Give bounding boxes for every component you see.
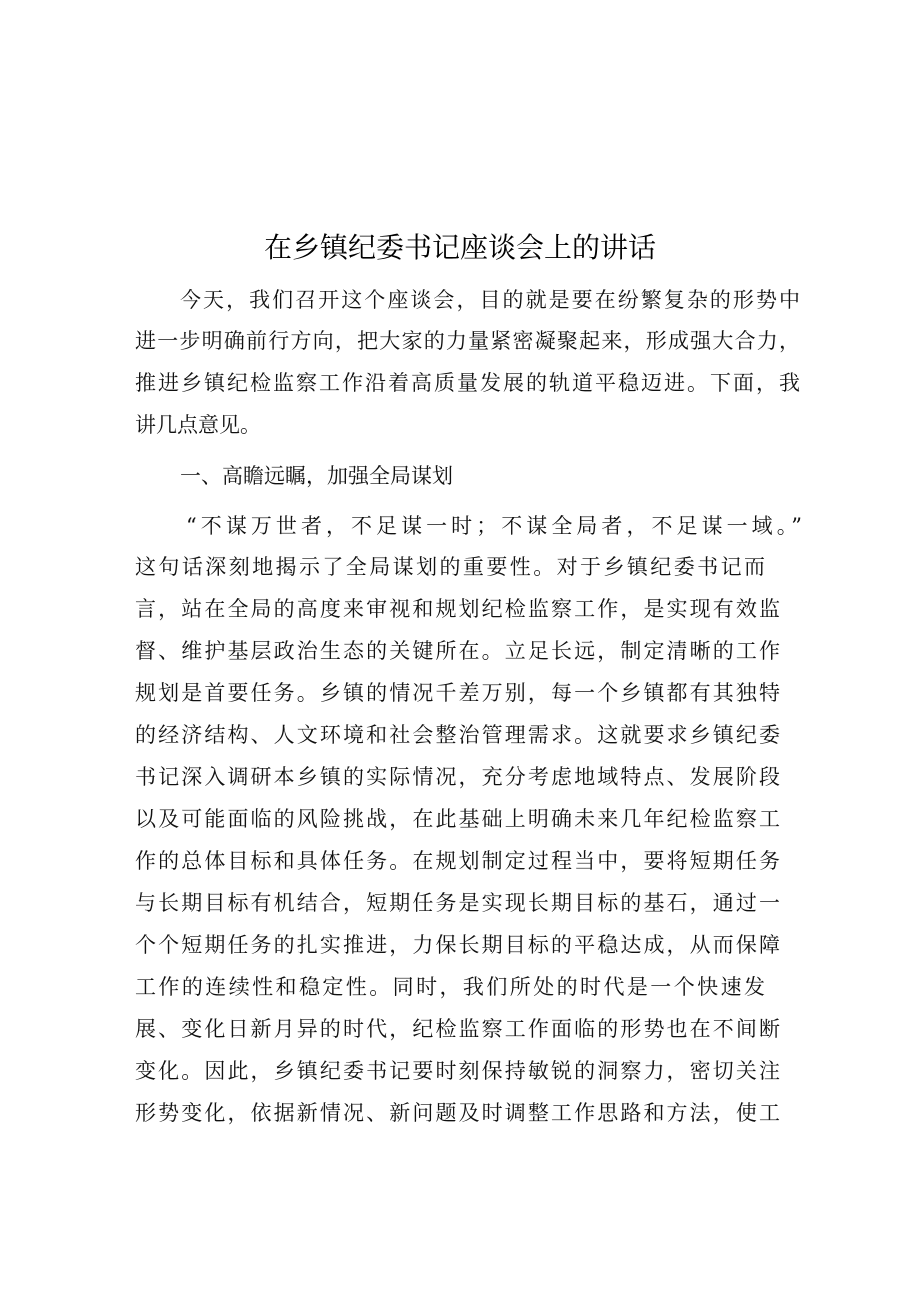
paragraph-line: 形势变化，依据新情况、新问题及时调整工作思路和方法，使工 [135,1101,780,1125]
paragraph-line: 书记深入调研本乡镇的实际情况，充分考虑地域特点、发展阶段 [135,765,780,789]
paragraph-line: 作的总体目标和具体任务。在规划制定过程当中，要将短期任务 [135,849,780,873]
paragraph-line: 以及可能面临的风险挑战，在此基础上明确未来几年纪检监察工 [135,807,780,831]
paragraph-line: 推进乡镇纪检监察工作沿着高质量发展的轨道平稳迈进。下面，我 [135,371,800,395]
paragraph-line: 个个短期任务的扎实推进，力保长期目标的平稳达成，从而保障 [135,933,780,957]
paragraph-line: 规划是首要任务。乡镇的情况千差万别，每一个乡镇都有其独特 [135,681,780,705]
section-heading: 一、高瞻远瞩，加强全局谋划 [180,464,453,488]
quote-line: “不谋万世者，不足谋一时；不谋全局者，不足谋一域。” [186,514,802,538]
paragraph-line: 工作的连续性和稳定性。同时，我们所处的时代是一个快速发 [135,975,765,999]
paragraph-line: 言，站在全局的高度来审视和规划纪检监察工作，是实现有效监 [135,597,780,621]
paragraph-line: 今天，我们召开这个座谈会，目的就是要在纷繁复杂的形势中 [180,288,800,312]
paragraph-line: 的经济结构、人文环境和社会整治管理需求。这就要求乡镇纪委 [135,723,780,747]
paragraph-line: 这句话深刻地揭示了全局谋划的重要性。对于乡镇纪委书记而 [135,555,765,579]
paragraph-line: 展、变化日新月异的时代，纪检监察工作面临的形势也在不间断 [135,1017,780,1041]
paragraph-line: 与长期目标有机结合，短期任务是实现长期目标的基石，通过一 [135,891,780,915]
paragraph-line: 进一步明确前行方向，把大家的力量紧密凝聚起来，形成强大合力， [135,329,800,353]
document-title: 在乡镇纪委书记座谈会上的讲话 [263,231,656,264]
paragraph-line: 变化。因此，乡镇纪委书记要时刻保持敏锐的洞察力，密切关注 [135,1059,780,1083]
paragraph-line: 督、维护基层政治生态的关键所在。立足长远，制定清晰的工作 [135,639,780,663]
paragraph-line: 讲几点意见。 [135,413,261,437]
